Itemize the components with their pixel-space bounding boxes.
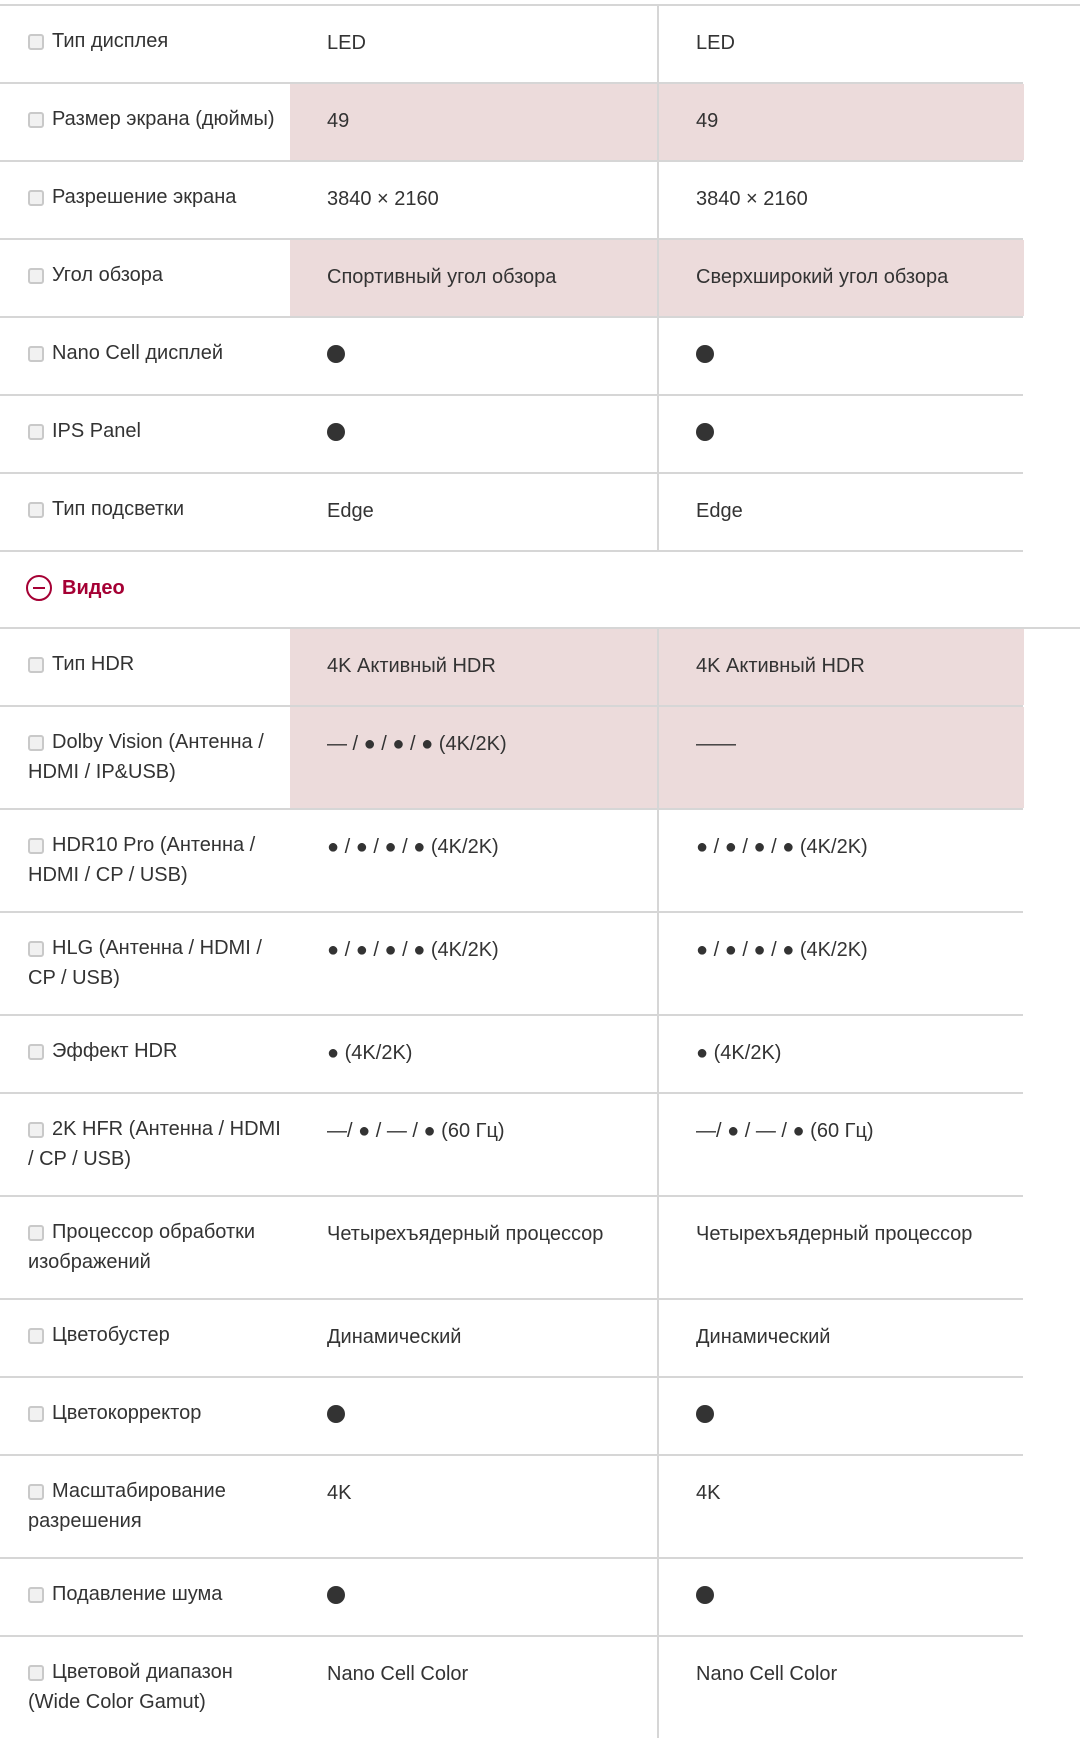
spec-label-text: Размер экрана (дюймы) [52, 108, 275, 130]
spec-label-text: Эффект HDR [52, 1040, 178, 1062]
spec-value-2: Четырехъядерный процессор [657, 1197, 1024, 1298]
filled-dot-icon [696, 423, 714, 441]
section-title[interactable]: Видео [62, 577, 125, 599]
spec-value-1: —/ ● / — / ● (60 Гц) [327, 1120, 505, 1142]
spec-label-text: Цветокорректор [52, 1402, 202, 1424]
checkbox-icon[interactable] [28, 190, 44, 206]
spec-value-1: ● (4K/2K) [327, 1042, 413, 1064]
spec-label[interactable] [28, 1657, 290, 1717]
spec-row [0, 1456, 1080, 1559]
checkbox-icon[interactable] [28, 1328, 44, 1344]
spec-row [0, 474, 1080, 552]
checkbox-icon[interactable] [28, 1225, 44, 1241]
spec-row [0, 6, 1080, 84]
spec-label[interactable] [28, 727, 290, 787]
filled-dot-icon [327, 423, 345, 441]
spec-row [0, 629, 1080, 707]
filled-dot-icon [327, 1586, 345, 1604]
spec-value-1: Nano Cell Color [327, 1663, 469, 1685]
filled-dot-icon [327, 1405, 345, 1423]
spec-label[interactable] [28, 830, 290, 890]
spec-label-text: Угол обзора [52, 264, 164, 286]
spec-value-2: Edge [657, 474, 1024, 550]
spec-value-1: Спортивный угол обзора [290, 240, 657, 316]
spec-value-2: —/ ● / — / ● (60 Гц) [657, 1094, 1024, 1195]
spec-value-1: 49 [290, 84, 657, 160]
filled-dot-icon [696, 345, 714, 363]
spec-value-1: 4K [327, 1482, 352, 1504]
spec-row [0, 1559, 1080, 1637]
checkbox-icon[interactable] [28, 346, 44, 362]
spec-label[interactable] [28, 1036, 290, 1066]
checkbox-icon[interactable] [28, 735, 44, 751]
checkbox-icon[interactable] [28, 34, 44, 50]
spec-label-text: Цветобустер [52, 1324, 170, 1346]
checkbox-icon[interactable] [28, 1665, 44, 1681]
spec-value-2: Динамический [657, 1300, 1024, 1376]
spec-value-1: LED [327, 32, 366, 54]
spec-value-2: ● / ● / ● / ● (4K/2K) [657, 810, 1024, 911]
spec-row [0, 1300, 1080, 1378]
spec-value-1: Четырехъядерный процессор [327, 1223, 604, 1245]
spec-row [0, 707, 1080, 810]
spec-row [0, 1094, 1080, 1197]
spec-row [0, 913, 1080, 1016]
spec-label[interactable] [28, 1320, 290, 1350]
spec-value-1 [290, 318, 657, 394]
spec-value-2: 49 [657, 84, 1024, 160]
spec-row [0, 162, 1080, 240]
spec-value-2: Nano Cell Color [657, 1637, 1024, 1738]
checkbox-icon[interactable] [28, 1122, 44, 1138]
spec-label-text: Тип подсветки [52, 498, 185, 520]
spec-label[interactable] [28, 416, 290, 446]
spec-label-text: Процессор обработки изображений [28, 1221, 256, 1273]
checkbox-icon[interactable] [28, 657, 44, 673]
spec-label[interactable] [28, 494, 290, 524]
spec-label[interactable] [28, 338, 290, 368]
spec-value-2: —— [657, 707, 1024, 808]
checkbox-icon[interactable] [28, 941, 44, 957]
spec-row [0, 810, 1080, 913]
spec-value-2 [657, 1378, 1024, 1454]
spec-row [0, 84, 1080, 162]
spec-row [0, 1378, 1080, 1456]
spec-label[interactable] [28, 1217, 290, 1277]
spec-label-text: 2K HFR (Антенна / HDMI / CP / USB) [28, 1118, 281, 1170]
spec-value-2: 4K Активный HDR [657, 629, 1024, 705]
spec-value-2 [657, 1559, 1024, 1635]
spec-label[interactable] [28, 933, 290, 993]
spec-value-2 [657, 396, 1024, 472]
spec-value-2: ● / ● / ● / ● (4K/2K) [657, 913, 1024, 1014]
checkbox-icon[interactable] [28, 268, 44, 284]
spec-label[interactable] [28, 1114, 290, 1174]
spec-label[interactable] [28, 1476, 290, 1536]
checkbox-icon[interactable] [28, 1044, 44, 1060]
spec-label[interactable] [28, 182, 290, 212]
filled-dot-icon [696, 1405, 714, 1423]
spec-value-1: ● / ● / ● / ● (4K/2K) [327, 836, 499, 858]
spec-value-1 [290, 1378, 657, 1454]
spec-comparison-table [0, 6, 1080, 1740]
spec-label[interactable] [28, 1579, 290, 1609]
spec-label-text: IPS Panel [52, 420, 141, 442]
spec-label-text: Тип HDR [52, 653, 135, 675]
spec-value-1 [290, 1559, 657, 1635]
spec-label-text: Цветовой диапазон (Wide Color Gamut) [28, 1661, 233, 1713]
collapse-minus-icon[interactable] [26, 575, 52, 601]
spec-value-2: 3840 × 2160 [657, 162, 1024, 238]
filled-dot-icon [327, 345, 345, 363]
spec-value-2: ● (4K/2K) [657, 1016, 1024, 1092]
spec-value-2: Сверхширокий угол обзора [657, 240, 1024, 316]
checkbox-icon[interactable] [28, 1484, 44, 1500]
spec-row [0, 1197, 1080, 1300]
spec-value-2 [657, 318, 1024, 394]
spec-label[interactable] [28, 649, 290, 679]
spec-value-1: — / ● / ● / ● (4K/2K) [290, 707, 657, 808]
checkbox-icon[interactable] [28, 1587, 44, 1603]
filled-dot-icon [696, 1586, 714, 1604]
spec-value-1: Динамический [327, 1326, 462, 1348]
spec-value-2: 4K [657, 1456, 1024, 1557]
spec-label-text: Разрешение экрана [52, 186, 237, 208]
checkbox-icon[interactable] [28, 1406, 44, 1422]
spec-value-1: 4K Активный HDR [290, 629, 657, 705]
checkbox-icon[interactable] [28, 502, 44, 518]
checkbox-icon[interactable] [28, 838, 44, 854]
spec-label-text: Dolby Vision (Антенна / HDMI / IP&USB) [28, 731, 264, 783]
spec-value-1: 3840 × 2160 [327, 188, 439, 210]
spec-value-1: ● / ● / ● / ● (4K/2K) [327, 939, 499, 961]
spec-label[interactable] [28, 260, 290, 290]
spec-row [0, 318, 1080, 396]
spec-label-text: Масштабирование разрешения [28, 1480, 226, 1532]
spec-label-text: Тип дисплея [52, 30, 169, 52]
spec-value-2: LED [657, 6, 1024, 82]
spec-label-text: Подавление шума [52, 1583, 223, 1605]
spec-label[interactable] [28, 104, 290, 134]
spec-label-text: HLG (Антенна / HDMI / CP / USB) [28, 937, 262, 989]
spec-row [0, 1637, 1080, 1740]
checkbox-icon[interactable] [28, 424, 44, 440]
spec-label[interactable] [28, 26, 290, 56]
spec-value-1: Edge [327, 500, 374, 522]
checkbox-icon[interactable] [28, 112, 44, 128]
spec-label-text: HDR10 Pro (Антенна / HDMI / CP / USB) [28, 834, 256, 886]
spec-label[interactable] [28, 1398, 290, 1428]
spec-row [0, 396, 1080, 474]
section-header-video[interactable] [0, 552, 1080, 629]
spec-row [0, 240, 1080, 318]
spec-value-1 [290, 396, 657, 472]
spec-label-text: Nano Cell дисплей [52, 342, 224, 364]
spec-row [0, 1016, 1080, 1094]
